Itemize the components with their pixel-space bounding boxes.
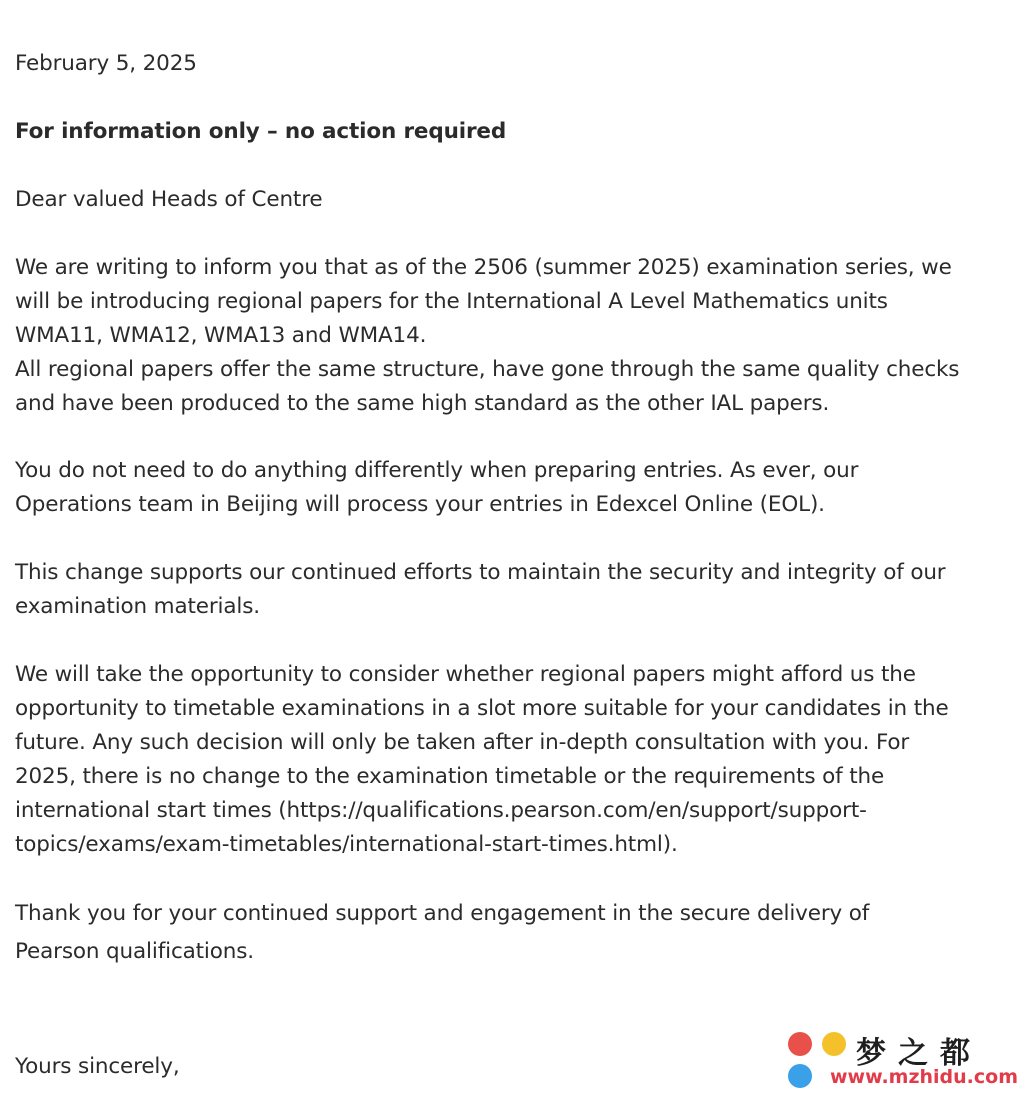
watermark-logo	[786, 1026, 1022, 1092]
paragraph-security	[15, 556, 946, 624]
information-notice: For information only – no action required	[15, 119, 507, 144]
paragraph-regional-papers	[15, 251, 959, 421]
paragraph-entries	[15, 454, 858, 522]
paragraph-line: 2025, there is no change to the examination timetable or the requirements of the	[15, 764, 885, 789]
watermark-name: 梦之都	[856, 1036, 982, 1071]
paragraph-line: future. Any such decision will only be taken after in-depth consultation with you. For	[15, 730, 910, 755]
paragraph-line: will be introducing regional papers for the International A Level Mathematics units	[15, 289, 888, 314]
paragraph-line: international start times (https://qualifications.pearson.com/en/support/support-	[15, 798, 867, 823]
paragraph-line: You do not need to do anything differently when preparing entries. As ever, our	[15, 458, 859, 483]
paragraph-line: Thank you for your continued support and engagement in the secure delivery of	[15, 901, 870, 926]
closing: Yours sincerely,	[15, 1054, 180, 1079]
blue-dot-icon	[788, 1064, 812, 1088]
paragraph-line: examination materials.	[15, 594, 260, 619]
watermark-url: www.mzhidu.com	[830, 1066, 1019, 1088]
letter-date: February 5, 2025	[15, 51, 197, 76]
salutation: Dear valued Heads of Centre	[15, 187, 323, 212]
red-dot-icon	[788, 1032, 812, 1056]
paragraph-line: We will take the opportunity to consider whether regional papers might afford us the	[15, 662, 916, 687]
paragraph-line: Pearson qualifications.	[15, 939, 254, 964]
paragraph-line: All regional papers offer the same structure, have gone through the same quality checks	[15, 357, 960, 382]
paragraph-thanks	[15, 895, 869, 971]
paragraph-line: and have been produced to the same high standard as the other IAL papers.	[15, 391, 830, 416]
paragraph-line: WMA11, WMA12, WMA13 and WMA14.	[15, 323, 427, 348]
paragraph-line: Operations team in Beijing will process your entries in Edexcel Online (EOL).	[15, 492, 825, 517]
paragraph-line: We are writing to inform you that as of the 2506 (summer 2025) examination series, we	[15, 255, 952, 280]
paragraph-line: topics/exams/exam-timetables/international-start-times.html).	[15, 832, 678, 857]
paragraph-timetable	[15, 658, 949, 862]
yellow-dot-icon	[822, 1032, 846, 1056]
paragraph-line: This change supports our continued efforts to maintain the security and integrity of our	[15, 560, 946, 585]
paragraph-line: opportunity to timetable examinations in a slot more suitable for your candidates in the	[15, 696, 949, 721]
